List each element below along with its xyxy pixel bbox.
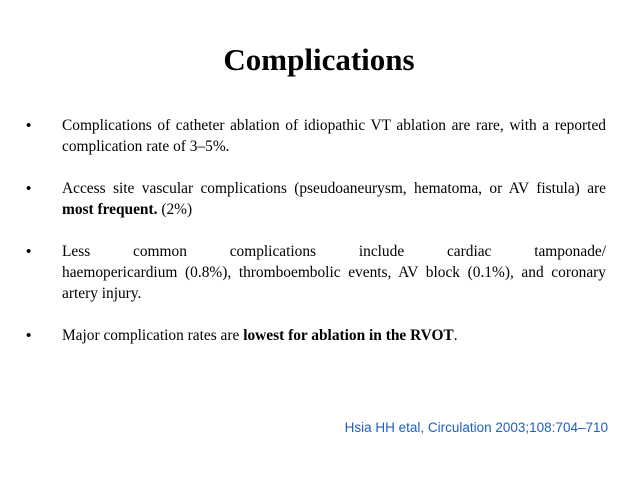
bullet-icon: • (26, 327, 32, 344)
bullet-text-suffix: . (453, 327, 458, 344)
bullet-icon: • (26, 180, 32, 197)
bullet-item-access-site (26, 178, 606, 220)
bullet-item-rvot (26, 325, 606, 346)
bullet-text-first-line: Less common complications include cardiac tamponade/ (62, 243, 606, 260)
bullet-text-suffix: (2%) (157, 201, 193, 218)
bullet-item-complication-rate (26, 115, 606, 157)
bullet-text: Access site vascular complications (pseudoaneurysm, hematoma, or AV fistula) are (62, 180, 606, 197)
bullet-text: Major complication rates are (62, 327, 244, 344)
bullet-list (26, 115, 606, 346)
bullet-icon: • (26, 117, 32, 134)
bullet-item-less-common (26, 241, 606, 304)
bullet-text: Complications of catheter ablation of idiopathic VT ablation are rare, with a reported complication rate of 3–5%. (62, 117, 606, 155)
bullet-bold-text: lowest for ablation in the RVOT (243, 327, 454, 344)
slide-title: Complications (223, 42, 415, 77)
bullet-text-continuation: haemopericardium (0.8%), thromboembolic events, AV block (0.1%), and coronary artery injury. (62, 264, 606, 302)
bullet-bold-text: most frequent. (62, 201, 158, 218)
bullet-icon: • (26, 243, 32, 260)
citation-text: Hsia HH etal, Circulation 2003;108:704–710 (344, 420, 608, 435)
